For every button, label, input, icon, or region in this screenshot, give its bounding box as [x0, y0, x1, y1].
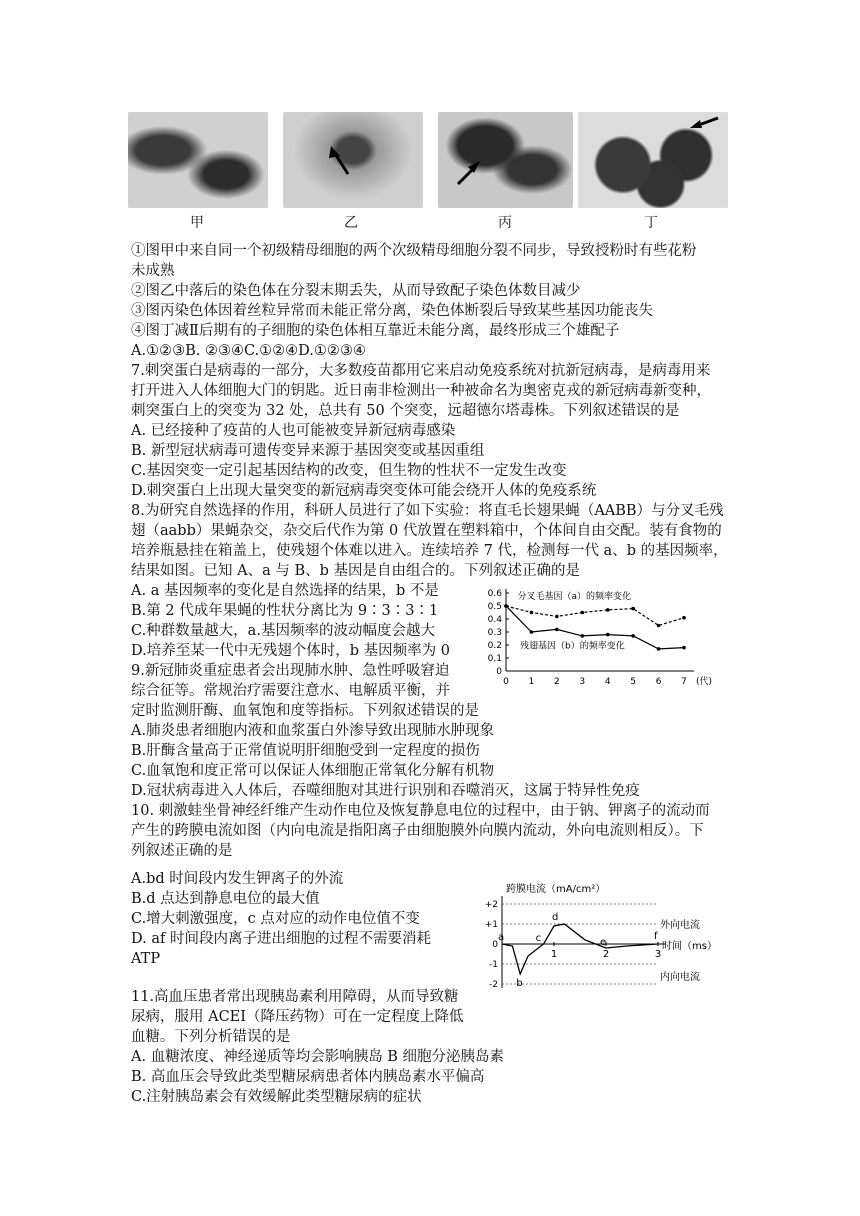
point-label-c: c — [535, 933, 542, 944]
membrane-current-chart — [478, 880, 728, 992]
data-point — [606, 608, 610, 612]
point-label-e: e — [600, 937, 607, 948]
series-label-a: 分叉毛基因（a）的频率变化 — [517, 591, 631, 602]
q10-stem-2: 产生的跨膜电流如图（内向电流是指阳离子由细胞膜外向膜内流动，外向电流则相反）。下 — [131, 823, 704, 839]
x-tick-label: 7 — [681, 677, 687, 687]
series-label-b: 残翅基因（b）的频率变化 — [519, 641, 625, 652]
x-tick-label: 2 — [553, 677, 560, 687]
q10-option-d: D. af 时间段内离子进出细胞的过程不需要消耗 — [131, 931, 431, 947]
y-tick-label: 0.3 — [487, 628, 502, 638]
q11-stem-2: 尿病，服用 ACEI（降压药物）可在一定程度上降低 — [131, 1009, 464, 1025]
q8-stem-1: 8.为研究自然选择的作用，科研人员进行了如下实验：将直毛长翅果蝇（AABB）与分叉毛残 — [131, 503, 724, 519]
x-tick-label: 6 — [655, 677, 662, 687]
x-tick-label: 3 — [654, 949, 662, 960]
y-tick-label: 0.1 — [487, 654, 502, 664]
y-tick-label: 0.4 — [487, 615, 502, 625]
data-point — [555, 615, 559, 619]
q10-option-d-cont: ATP — [131, 951, 161, 967]
q8-option-d: D.培养至某一代中无残翅个体时，b 基因频率为 0 — [131, 643, 450, 659]
q10-stem-1: 10. 刺激蛙坐骨神经纤维产生动作电位及恢复静息电位的过程中，由于钠、钾离子的流动而 — [131, 803, 710, 819]
y-tick-label: 0.6 — [487, 589, 502, 599]
q9-option-c: C.血氧饱和度正常可以保证人体细胞正常氧化分解有机物 — [131, 763, 495, 779]
y-tick-label: 0.5 — [487, 602, 502, 612]
q8-option-c: C.种群数量越大，a.基因频率的波动幅度会越大 — [131, 623, 435, 639]
data-point — [530, 630, 534, 634]
data-point — [530, 611, 534, 615]
x-axis-label: (代) — [695, 677, 713, 687]
gene-frequency-chart — [484, 585, 722, 691]
q8-option-b: B.第 2 代成年果蝇的性状分离比为 9∶3∶3∶1 — [131, 603, 439, 619]
q7-option-c: C.基因突变一定引起基因结构的改变，但生物的性状不一定发生改变 — [131, 463, 567, 479]
q6-options: A.①②③B. ②③④C.①②④D.①②③④ — [131, 343, 366, 359]
y-tick-label: +2 — [484, 900, 498, 910]
x-tick-label: 1 — [550, 949, 558, 960]
photo-label-ding: 丁 — [644, 215, 658, 231]
q11-option-b: B. 高血压会导致此类型糖尿病患者体内胰岛素水平偏高 — [131, 1069, 485, 1085]
y-tick-label: -1 — [489, 960, 498, 970]
q10-option-a: A.bd 时间段内发生钾离子的外流 — [131, 871, 344, 887]
q6-item-4: ④图丁减Ⅱ后期有的子细胞的染色体相互靠近未能分离，最终形成三个雄配子 — [131, 323, 620, 339]
x-tick-label: 4 — [604, 677, 611, 687]
data-point — [580, 611, 584, 615]
data-point — [631, 607, 635, 611]
q10-option-c: C.增大刺激强度，c 点对应的动作电位值不变 — [131, 911, 420, 927]
q10-option-b: B.d 点达到静息电位的最大值 — [131, 891, 320, 907]
q11-option-a: A. 血糖浓度、神经递质等均会影响胰岛 B 细胞分泌胰岛素 — [131, 1049, 505, 1065]
q8-stem-3: 培养瓶悬挂在箱盖上，使残翅个体难以进入。连续培养 7 代，检测每一代 a、b 的基因频率， — [131, 543, 728, 559]
data-point — [682, 646, 686, 650]
cell-photos — [128, 112, 728, 231]
q7-option-b: B. 新型冠状病毒可遗传变异来源于基因突变或基因重组 — [131, 443, 485, 459]
data-point — [682, 616, 686, 620]
photo-label-yi: 乙 — [344, 215, 358, 231]
chart-title: 跨膜电流（mA/cm²） — [506, 884, 606, 895]
q11-option-c: C.注射胰岛素会有效缓解此类型糖尿病的症状 — [131, 1089, 422, 1105]
q7-stem-2: 打开进入人体细胞大门的钥匙。近日南非检测出一种被命名为奥密克戎的新冠病毒新变种， — [131, 383, 711, 399]
photo-label-bing: 丙 — [498, 215, 512, 231]
photo-label-jia: 甲 — [190, 215, 204, 231]
q8-option-a: A. a 基因频率的变化是自然选择的结果，b 不是 — [131, 583, 439, 599]
q6-item-3: ③图丙染色体因着丝粒异常而未能正常分离，染色体断裂后导致某些基因功能丧失 — [131, 303, 653, 319]
y-tick-label: 0 — [496, 667, 502, 677]
annotation-inward: 内向电流 — [660, 972, 700, 983]
q7-option-d: D.刺突蛋白上出现大量突变的新冠病毒突变体可能会绕开人体的免疫系统 — [131, 483, 597, 499]
x-tick-label: 3 — [579, 677, 586, 687]
y-tick-label: 0.2 — [487, 641, 502, 651]
photo-arrows — [128, 112, 728, 212]
point-label-d: d — [552, 912, 559, 923]
q6-item-1: ①图甲中来自同一个初级精母细胞的两个次级精母细胞分裂不同步，导致授粉时有些花粉 — [131, 243, 697, 259]
x-tick-label: 2 — [602, 949, 610, 960]
q9-stem-3: 定时监测肝酶、血氧饱和度等指标。下列叙述错误的是 — [131, 703, 479, 719]
q7-stem-3: 刺突蛋白上的突变为 32 处，总共有 50 个突变，远超德尔塔毒株。下列叙述错误的是 — [131, 403, 680, 419]
point-label-f: f — [654, 931, 658, 942]
q9-stem-1: 9.新冠肺炎重症患者会出现肺水肿、急性呼吸窘迫 — [131, 663, 450, 679]
data-point — [580, 634, 584, 638]
data-point — [631, 634, 635, 638]
current-curve — [502, 924, 658, 974]
annotation-outward: 外向电流 — [660, 920, 700, 931]
y-tick-label: 0 — [492, 940, 498, 950]
point-label-a: a — [498, 932, 505, 943]
y-tick-label: -2 — [489, 980, 498, 990]
q6-item-1-cont: 未成熟 — [131, 263, 175, 279]
q9-option-d: D.冠状病毒进入人体后，吞噬细胞对其进行识别和吞噬消灭，这属于特异性免疫 — [131, 783, 640, 799]
q11-stem-1: 11.高血压患者常出现胰岛素利用障碍，从而导致糖 — [131, 989, 459, 1005]
q7-option-a: A. 已经接种了疫苗的人也可能被变异新冠病毒感染 — [131, 423, 456, 439]
q8-stem-2: 翅（aabb）果蝇杂交，杂交后代作为第 0 代放置在塑料箱中，个体间自由交配。装有食物的 — [131, 523, 722, 539]
q10-stem-3: 列叙述正确的是 — [131, 843, 233, 859]
data-point — [504, 604, 508, 608]
y-tick-label: +1 — [484, 920, 498, 930]
point-label-b: b — [516, 978, 523, 989]
q6-item-2: ②图乙中落后的染色体在分裂末期丢失，从而导致配子染色体数目减少 — [131, 283, 581, 299]
q9-option-a: A.肺炎患者细胞内液和血浆蛋白外渗导致出现肺水肿现象 — [131, 723, 495, 739]
q11-stem-3: 血糖。下列分析错误的是 — [131, 1029, 291, 1045]
x-tick-label: 5 — [630, 677, 637, 687]
x-tick-label: 0 — [503, 677, 509, 687]
x-axis-label: 时间（ms） — [662, 941, 717, 952]
q7-stem-1: 7.刺突蛋白是病毒的一部分，大多数疫苗都用它来启动免疫系统对抗新冠病毒，是病毒用来 — [131, 363, 711, 379]
q8-stem-4: 结果如图。已知 A、a 与 B、b 基因是自由组合的。下列叙述正确的是 — [131, 563, 580, 579]
data-point — [657, 647, 661, 651]
x-tick-label: 1 — [528, 677, 535, 687]
data-point — [657, 624, 661, 628]
data-point — [555, 628, 559, 632]
q9-stem-2: 综合征等。常规治疗需要注意水、电解质平衡，并 — [131, 683, 450, 699]
data-point — [606, 633, 610, 637]
q9-option-b: B.肝酶含量高于正常值说明肝细胞受到一定程度的损伤 — [131, 743, 480, 759]
series-line-1 — [506, 606, 684, 626]
